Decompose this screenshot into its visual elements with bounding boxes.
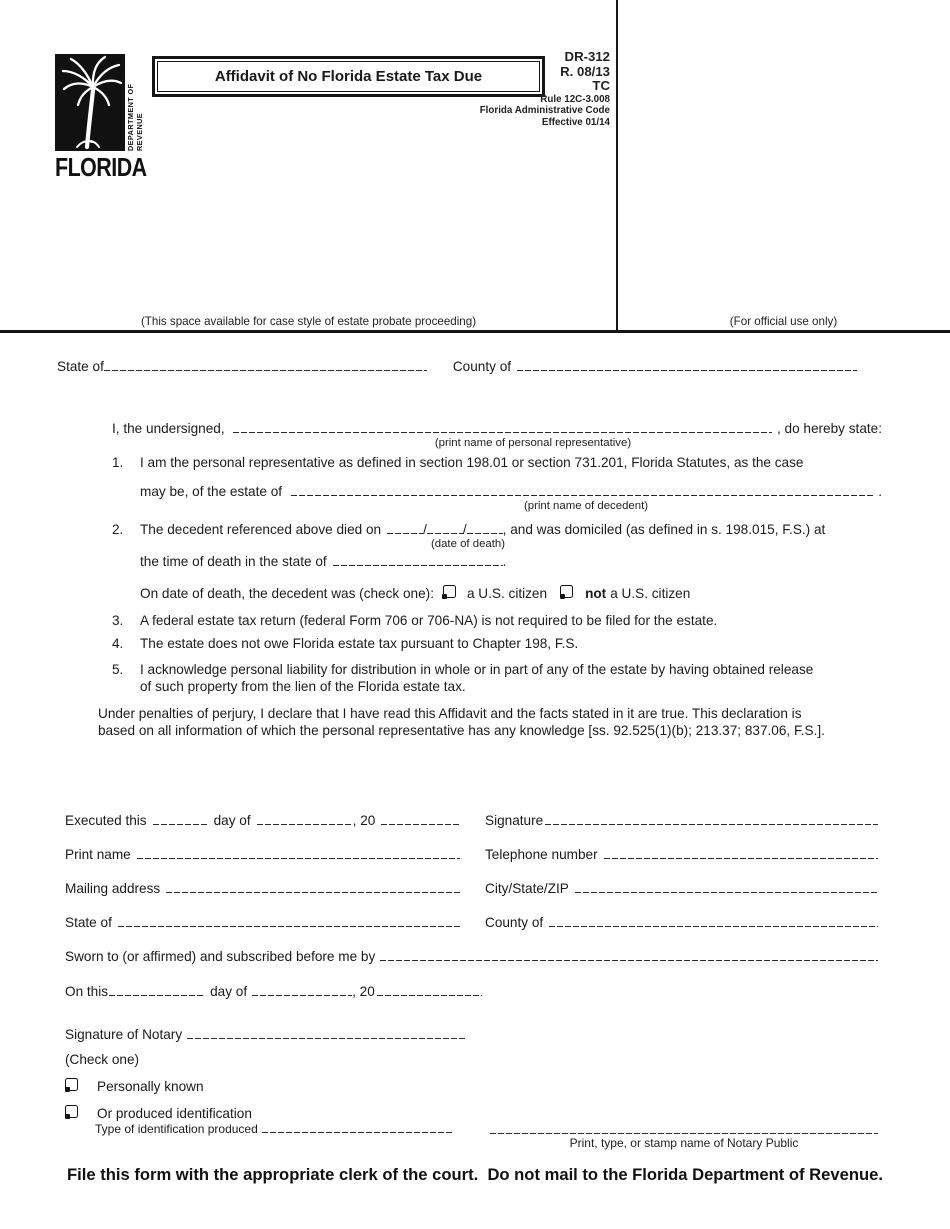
item-2-line2 <box>140 553 882 570</box>
form-meta-block <box>480 50 610 128</box>
form-rule: Rule 12C-3.008 <box>540 93 610 105</box>
notary-block <box>65 949 878 1150</box>
personally-known-row <box>65 1078 878 1094</box>
county-of-label: County of <box>452 359 512 374</box>
item-5-number: 5. <box>112 662 124 677</box>
sworn-label: Sworn to (or affirmed) and subscribed before me by <box>65 949 376 964</box>
personally-known-label: Personally known <box>97 1079 204 1094</box>
affidavit-body <box>98 420 882 739</box>
exec-county-label: County of <box>485 915 544 930</box>
on-this-row <box>65 984 878 999</box>
signature-label: Signature <box>485 813 544 828</box>
executed-day-line[interactable] <box>153 821 208 825</box>
intro-pre-label: I, the undersigned, <box>112 421 225 436</box>
item-2 <box>112 521 882 602</box>
item-5-line2: of such property from the lien of the Florida estate tax. <box>140 679 466 694</box>
produced-id-row <box>65 1105 878 1121</box>
exec-state-label: State of <box>65 915 112 930</box>
florida-wordmark: FLORIDA <box>55 154 147 183</box>
filing-instruction: File this form with the appropriate clerk of the court. Do not mail to the Florida Department of Revenue. <box>67 1165 883 1184</box>
execution-left-column <box>65 813 460 949</box>
exec-state-row <box>65 915 460 930</box>
produced-id-checkbox[interactable] <box>65 1105 78 1118</box>
type-of-id-label: Type of identification produced <box>95 1122 258 1136</box>
day-of-label: day of <box>213 813 251 828</box>
decedent-name-caption: (print name of decedent) <box>523 500 649 512</box>
notary-signature-row <box>65 1027 878 1042</box>
item-5-line1: I acknowledge personal liability for distribution in whole or in part of any of the estate by having obtained release <box>140 662 814 677</box>
type-of-id-row <box>65 1122 878 1150</box>
item-2-period: . <box>502 554 507 569</box>
intro-line <box>112 420 882 437</box>
state-of-death-line[interactable] <box>333 562 503 566</box>
year-prefix-label: , 20 <box>352 813 376 828</box>
date-slash: / <box>423 522 427 537</box>
form-number: DR-312 <box>564 49 610 64</box>
county-of-line[interactable] <box>517 367 857 371</box>
item-5 <box>112 661 882 695</box>
notary-day-line[interactable] <box>109 992 204 996</box>
telephone-label: Telephone number <box>485 847 598 862</box>
notary-year-prefix: , 20 <box>352 984 375 999</box>
date-slash: / <box>462 522 467 537</box>
execution-block <box>65 813 878 949</box>
notary-day-of-label: day of <box>210 984 248 999</box>
form-code: Florida Administrative Code <box>479 105 610 116</box>
domiciled-label: , and was domiciled (as defined in s. 198.015, F.S.) at <box>502 522 826 537</box>
exec-county-row <box>485 915 878 930</box>
notary-name-field <box>490 1130 878 1150</box>
item-4-number: 4. <box>112 636 124 651</box>
item-1 <box>112 454 882 513</box>
form-effective: Effective 01/14 <box>541 116 610 128</box>
city-state-zip-line[interactable] <box>575 889 878 893</box>
sworn-row <box>65 949 878 964</box>
print-name-label: Print name <box>65 847 131 862</box>
telephone-line[interactable] <box>604 855 878 859</box>
perjury-statement <box>98 705 882 739</box>
check-one-label: On date of death, the decedent was (check one): <box>140 586 434 601</box>
signature-row <box>485 813 878 828</box>
sworn-name-line[interactable] <box>380 957 878 961</box>
exec-county-line[interactable] <box>549 923 878 927</box>
death-month-line[interactable] <box>387 530 423 534</box>
form-revision: R. 08/13 <box>560 63 610 79</box>
perjury-line1: Under penalties of perjury, I declare that I have read this Affidavit and the facts stated in it are true. This declaration is <box>98 706 802 721</box>
not-us-citizen-checkbox[interactable] <box>560 585 573 598</box>
notary-signature-line[interactable] <box>187 1035 467 1039</box>
mailing-address-label: Mailing address <box>65 881 161 896</box>
notary-name-caption: Print, type, or stamp name of Notary Public <box>569 1136 799 1150</box>
type-of-id-line[interactable] <box>262 1129 454 1133</box>
check-one-heading: (Check one) <box>65 1052 140 1067</box>
exec-state-line[interactable] <box>118 923 460 927</box>
item-4-line1: The estate does not owe Florida estate tax pursuant to Chapter 198, F.S. <box>140 636 579 651</box>
form-title: Affidavit of No Florida Estate Tax Due <box>157 61 540 92</box>
signature-line[interactable] <box>545 821 878 825</box>
item-1-period: . <box>878 484 882 499</box>
department-of-revenue-label: DEPARTMENT OF REVENUE <box>126 83 144 151</box>
print-name-row <box>65 847 460 862</box>
notary-month-line[interactable] <box>252 992 352 996</box>
florida-dor-logo <box>55 54 155 183</box>
mailing-address-line[interactable] <box>166 889 460 893</box>
produced-id-label: Or produced identification <box>97 1106 252 1121</box>
citizen-check-line <box>140 585 882 602</box>
estate-of-label: may be, of the estate of <box>140 484 283 499</box>
death-day-line[interactable] <box>427 530 463 534</box>
header-vertical-divider <box>616 0 618 330</box>
not-label: not <box>585 586 607 601</box>
notary-year-line[interactable] <box>377 992 482 996</box>
palm-tree-icon <box>55 54 125 151</box>
notary-name-line[interactable] <box>490 1130 878 1134</box>
execution-right-column <box>485 813 878 949</box>
executed-row <box>65 813 460 828</box>
notary-signature-label: Signature of Notary <box>65 1027 183 1042</box>
item-1-line1: I am the personal representative as defined in section 198.01 or section 731.201, Florida Statutes, as the case <box>140 455 804 470</box>
executed-this-label: Executed this <box>65 813 147 828</box>
state-of-label: State of <box>57 359 104 374</box>
us-citizen-checkbox[interactable] <box>443 585 456 598</box>
item-3-number: 3. <box>112 613 124 628</box>
city-state-zip-label: City/State/ZIP <box>485 881 569 896</box>
official-use-caption: (For official use only) <box>729 315 838 328</box>
executed-month-line[interactable] <box>257 821 353 825</box>
personal-representative-name-line[interactable] <box>233 429 772 433</box>
item-4 <box>112 635 882 652</box>
form-header <box>0 0 950 333</box>
date-of-death-caption: (date of death) <box>430 538 506 550</box>
state-of-death-label: the time of death in the state of <box>140 554 327 569</box>
item-1-number: 1. <box>112 455 124 470</box>
state-of-line[interactable] <box>104 367 427 371</box>
perjury-line2: based on all information of which the personal representative has any knowledge [ss. 92.525(1)(b); 213.37; 837.06, F.S.]. <box>98 723 825 738</box>
item-3 <box>112 612 882 629</box>
intro-post-label: , do hereby state: <box>776 421 882 436</box>
executed-year-line[interactable] <box>381 821 460 825</box>
case-style-caption: (This space available for case style of estate probate proceeding) <box>140 315 477 328</box>
item-1-line2 <box>140 483 882 500</box>
item-2-line1 <box>140 521 882 538</box>
city-state-zip-row <box>485 881 878 896</box>
print-name-line[interactable] <box>137 855 460 859</box>
on-this-label: On this <box>65 984 109 999</box>
not-us-citizen-label: a U.S. citizen <box>610 586 691 601</box>
item-3-line1: A federal estate tax return (federal Form 706 or 706-NA) is not required to be filed for the estate. <box>140 613 718 628</box>
mailing-address-row <box>65 881 460 896</box>
form-tc: TC <box>592 78 610 93</box>
decedent-name-line[interactable] <box>291 492 873 496</box>
representative-name-caption: (print name of personal representative) <box>434 437 632 449</box>
item-2-number: 2. <box>112 522 124 537</box>
death-year-line[interactable] <box>467 530 503 534</box>
personally-known-checkbox[interactable] <box>65 1078 78 1091</box>
telephone-row <box>485 847 878 862</box>
died-on-label: The decedent referenced above died on <box>140 522 382 537</box>
us-citizen-label: a U.S. citizen <box>466 586 548 601</box>
venue-row <box>57 359 950 374</box>
